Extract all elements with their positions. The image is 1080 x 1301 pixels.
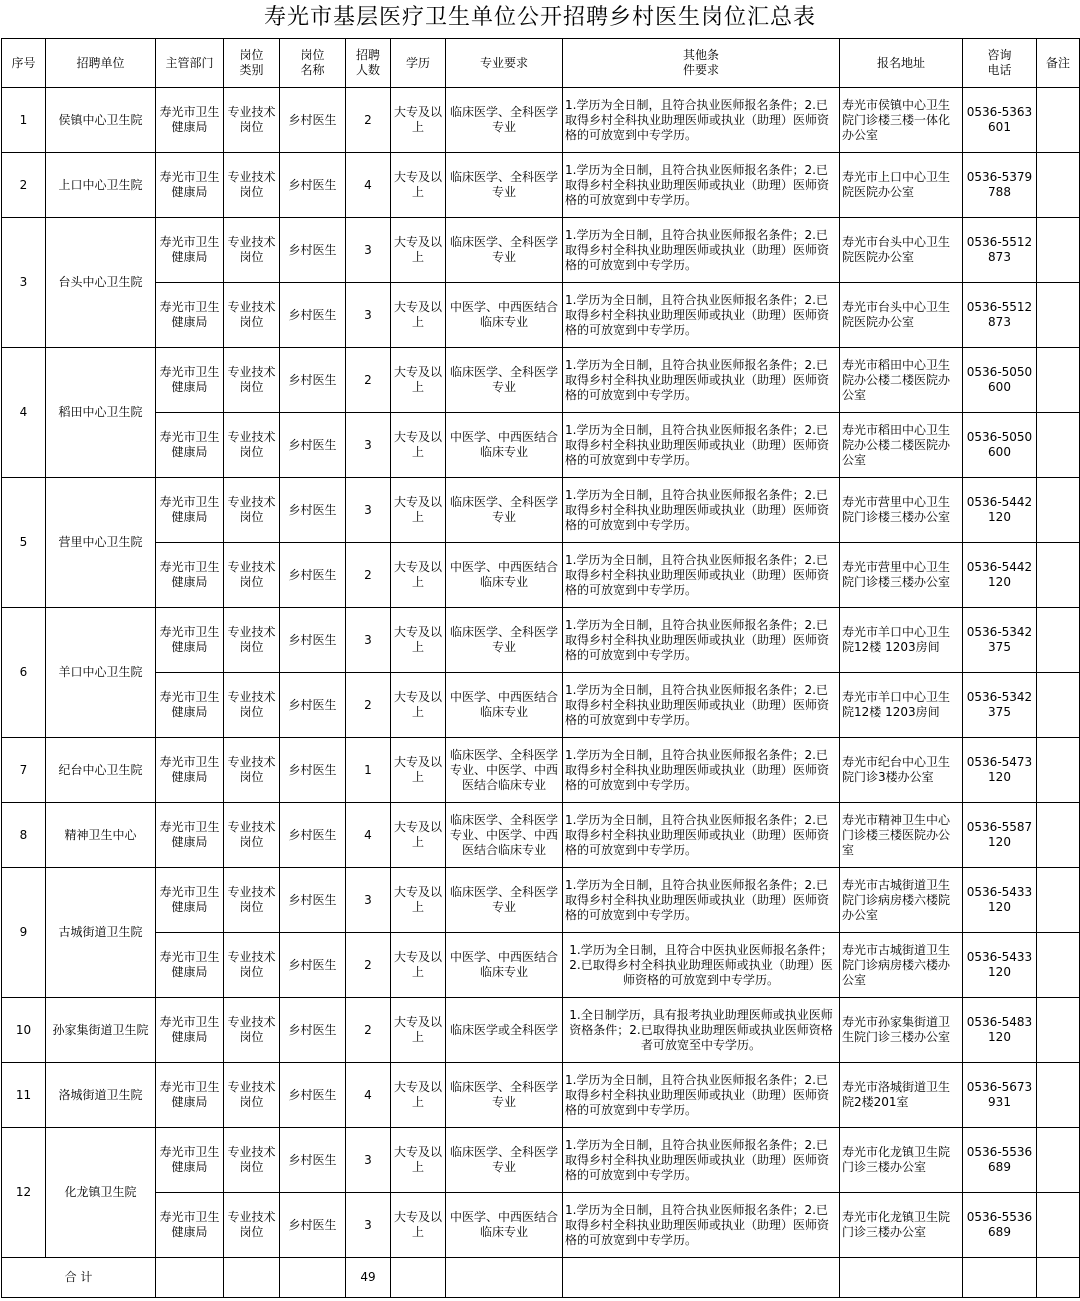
cell-dept: 寿光市卫生健康局 <box>156 1193 224 1258</box>
cell-post-name: 乡村医生 <box>280 933 346 998</box>
cell-address: 寿光市羊口中心卫生院12楼 1203房间 <box>840 608 963 673</box>
cell-major: 临床医学、全科医学专业 <box>446 153 563 218</box>
cell-edu: 大专及以上 <box>391 608 446 673</box>
cell-note <box>1037 933 1080 998</box>
cell-phone: 0536-5379788 <box>963 153 1037 218</box>
cell-post-type: 专业技术岗位 <box>224 283 280 348</box>
header-edu: 学历 <box>391 39 446 88</box>
cell-major: 中医学、中西医结合临床专业 <box>446 283 563 348</box>
cell-edu: 大专及以上 <box>391 1193 446 1258</box>
cell-seq: 2 <box>2 153 46 218</box>
table-row <box>2 933 1080 998</box>
cell-post-name: 乡村医生 <box>280 738 346 803</box>
cell-edu: 大专及以上 <box>391 413 446 478</box>
cell-count: 4 <box>346 153 391 218</box>
header-post-type: 岗位 类别 <box>224 39 280 88</box>
cell-count: 2 <box>346 933 391 998</box>
cell-other: 1.学历为全日制，且符合执业医师报名条件；2.已取得乡村全科执业助理医师或执业（助理）医师资格的可放宽到中专学历。 <box>563 608 840 673</box>
cell-count: 3 <box>346 868 391 933</box>
cell-post-name: 乡村医生 <box>280 348 346 413</box>
page-title: 寿光市基层医疗卫生单位公开招聘乡村医生岗位汇总表 <box>263 5 816 30</box>
cell-major: 临床医学、全科医学专业 <box>446 608 563 673</box>
cell-address: 寿光市营里中心卫生院门诊楼三楼办公室 <box>840 543 963 608</box>
cell-count: 3 <box>346 283 391 348</box>
cell-count: 3 <box>346 413 391 478</box>
total-empty-cell <box>446 1258 563 1298</box>
cell-major: 临床医学、全科医学专业、中医学、中西医结合临床专业 <box>446 803 563 868</box>
cell-seq: 6 <box>2 608 46 738</box>
cell-edu: 大专及以上 <box>391 478 446 543</box>
total-row <box>2 1258 1080 1298</box>
cell-seq: 10 <box>2 998 46 1063</box>
cell-edu: 大专及以上 <box>391 88 446 153</box>
cell-other: 1.学历为全日制，且符合执业医师报名条件；2.已取得乡村全科执业助理医师或执业（助理）医师资格的可放宽到中专学历。 <box>563 803 840 868</box>
cell-note <box>1037 413 1080 478</box>
cell-note <box>1037 218 1080 283</box>
cell-seq: 11 <box>2 1063 46 1128</box>
cell-note <box>1037 1128 1080 1193</box>
cell-post-name: 乡村医生 <box>280 608 346 673</box>
cell-other: 1.学历为全日制，且符合执业医师报名条件；2.已取得乡村全科执业助理医师或执业（助理）医师资格的可放宽到中专学历。 <box>563 88 840 153</box>
cell-dept: 寿光市卫生健康局 <box>156 543 224 608</box>
cell-count: 2 <box>346 673 391 738</box>
cell-post-name: 乡村医生 <box>280 218 346 283</box>
cell-note <box>1037 1063 1080 1128</box>
cell-address: 寿光市羊口中心卫生院12楼 1203房间 <box>840 673 963 738</box>
cell-address: 寿光市化龙镇卫生院门诊三楼办公室 <box>840 1128 963 1193</box>
cell-note <box>1037 868 1080 933</box>
header-post-name: 岗位 名称 <box>280 39 346 88</box>
header-note: 备注 <box>1037 39 1080 88</box>
cell-other: 1.学历为全日制，且符合执业医师报名条件；2.已取得乡村全科执业助理医师或执业（助理）医师资格的可放宽到中专学历。 <box>563 1128 840 1193</box>
table-row <box>2 608 1080 673</box>
cell-other: 1.学历为全日制，且符合执业医师报名条件；2.已取得乡村全科执业助理医师或执业（助理）医师资格的可放宽到中专学历。 <box>563 283 840 348</box>
cell-edu: 大专及以上 <box>391 738 446 803</box>
cell-post-type: 专业技术岗位 <box>224 608 280 673</box>
cell-other: 1.学历为全日制，且符合执业医师报名条件；2.已取得乡村全科执业助理医师或执业（助理）医师资格的可放宽到中专学历。 <box>563 543 840 608</box>
header-address: 报名地址 <box>840 39 963 88</box>
cell-phone: 0536-5473120 <box>963 738 1037 803</box>
cell-address: 寿光市稻田中心卫生院办公楼二楼医院办公室 <box>840 348 963 413</box>
cell-phone: 0536-5342375 <box>963 673 1037 738</box>
total-empty-cell <box>391 1258 446 1298</box>
total-empty-cell <box>963 1258 1037 1298</box>
cell-other: 1.学历为全日制，且符合中医执业医师报名条件；2.已取得乡村全科执业助理医师或执业（助理）医师资格的可放宽到中专学历。 <box>563 933 840 998</box>
cell-phone: 0536-5433120 <box>963 933 1037 998</box>
cell-phone: 0536-5342375 <box>963 608 1037 673</box>
cell-edu: 大专及以上 <box>391 153 446 218</box>
cell-post-type: 专业技术岗位 <box>224 413 280 478</box>
cell-post-type: 专业技术岗位 <box>224 998 280 1063</box>
cell-major: 临床医学、全科医学专业 <box>446 348 563 413</box>
cell-count: 3 <box>346 478 391 543</box>
cell-post-type: 专业技术岗位 <box>224 933 280 998</box>
cell-post-name: 乡村医生 <box>280 88 346 153</box>
recruitment-table <box>1 38 1080 1298</box>
cell-other: 1.全日制学历，具有报考执业助理医师或执业医师资格条件；2.已取得执业助理医师或执业医师资格者可放宽至中专学历。 <box>563 998 840 1063</box>
cell-major: 临床医学或全科医学 <box>446 998 563 1063</box>
cell-phone: 0536-5442120 <box>963 478 1037 543</box>
cell-phone: 0536-5587120 <box>963 803 1037 868</box>
cell-dept: 寿光市卫生健康局 <box>156 153 224 218</box>
cell-major: 临床医学、全科医学专业 <box>446 868 563 933</box>
cell-seq: 5 <box>2 478 46 608</box>
cell-dept: 寿光市卫生健康局 <box>156 218 224 283</box>
cell-edu: 大专及以上 <box>391 218 446 283</box>
header-major: 专业要求 <box>446 39 563 88</box>
cell-other: 1.学历为全日制，且符合执业医师报名条件；2.已取得乡村全科执业助理医师或执业（助理）医师资格的可放宽到中专学历。 <box>563 478 840 543</box>
cell-address: 寿光市侯镇中心卫生院门诊楼三楼一体化办公室 <box>840 88 963 153</box>
cell-unit: 侯镇中心卫生院 <box>46 88 156 153</box>
cell-note <box>1037 88 1080 153</box>
cell-major: 临床医学、全科医学专业 <box>446 478 563 543</box>
table-row <box>2 1193 1080 1258</box>
cell-note <box>1037 608 1080 673</box>
cell-post-type: 专业技术岗位 <box>224 1193 280 1258</box>
cell-major: 临床医学、全科医学专业 <box>446 1128 563 1193</box>
header-count: 招聘 人数 <box>346 39 391 88</box>
cell-edu: 大专及以上 <box>391 868 446 933</box>
header-seq: 序号 <box>2 39 46 88</box>
cell-unit: 化龙镇卫生院 <box>46 1128 156 1258</box>
cell-dept: 寿光市卫生健康局 <box>156 88 224 153</box>
cell-unit: 精神卫生中心 <box>46 803 156 868</box>
cell-other: 1.学历为全日制，且符合执业医师报名条件；2.已取得乡村全科执业助理医师或执业（助理）医师资格的可放宽到中专学历。 <box>563 868 840 933</box>
total-label: 合 计 <box>2 1258 156 1298</box>
cell-count: 2 <box>346 543 391 608</box>
cell-phone: 0536-5673931 <box>963 1063 1037 1128</box>
cell-major: 中医学、中西医结合临床专业 <box>446 933 563 998</box>
cell-major: 中医学、中西医结合临床专业 <box>446 673 563 738</box>
cell-dept: 寿光市卫生健康局 <box>156 803 224 868</box>
cell-post-name: 乡村医生 <box>280 543 346 608</box>
table-row <box>2 153 1080 218</box>
cell-edu: 大专及以上 <box>391 933 446 998</box>
cell-edu: 大专及以上 <box>391 673 446 738</box>
cell-post-type: 专业技术岗位 <box>224 478 280 543</box>
cell-count: 3 <box>346 1193 391 1258</box>
cell-post-type: 专业技术岗位 <box>224 543 280 608</box>
cell-unit: 孙家集街道卫生院 <box>46 998 156 1063</box>
cell-post-type: 专业技术岗位 <box>224 868 280 933</box>
total-empty-cell <box>280 1258 346 1298</box>
table-row <box>2 673 1080 738</box>
cell-unit: 纪台中心卫生院 <box>46 738 156 803</box>
cell-note <box>1037 153 1080 218</box>
table-row <box>2 413 1080 478</box>
cell-dept: 寿光市卫生健康局 <box>156 998 224 1063</box>
cell-other: 1.学历为全日制，且符合执业医师报名条件；2.已取得乡村全科执业助理医师或执业（助理）医师资格的可放宽到中专学历。 <box>563 673 840 738</box>
cell-other: 1.学历为全日制，且符合执业医师报名条件；2.已取得乡村全科执业助理医师或执业（助理）医师资格的可放宽到中专学历。 <box>563 1193 840 1258</box>
cell-phone: 0536-5442120 <box>963 543 1037 608</box>
cell-other: 1.学历为全日制，且符合执业医师报名条件；2.已取得乡村全科执业助理医师或执业（助理）医师资格的可放宽到中专学历。 <box>563 218 840 283</box>
cell-count: 3 <box>346 608 391 673</box>
cell-post-type: 专业技术岗位 <box>224 673 280 738</box>
cell-seq: 8 <box>2 803 46 868</box>
cell-unit: 台头中心卫生院 <box>46 218 156 348</box>
cell-dept: 寿光市卫生健康局 <box>156 413 224 478</box>
cell-address: 寿光市营里中心卫生院门诊楼三楼办公室 <box>840 478 963 543</box>
cell-post-type: 专业技术岗位 <box>224 88 280 153</box>
cell-count: 3 <box>346 1128 391 1193</box>
cell-phone: 0536-5536689 <box>963 1193 1037 1258</box>
cell-phone: 0536-5512873 <box>963 218 1037 283</box>
cell-count: 2 <box>346 998 391 1063</box>
cell-post-name: 乡村医生 <box>280 673 346 738</box>
cell-address: 寿光市上口中心卫生院医院办公室 <box>840 153 963 218</box>
cell-phone: 0536-5483120 <box>963 998 1037 1063</box>
cell-post-name: 乡村医生 <box>280 283 346 348</box>
cell-post-name: 乡村医生 <box>280 413 346 478</box>
cell-note <box>1037 543 1080 608</box>
cell-dept: 寿光市卫生健康局 <box>156 348 224 413</box>
cell-note <box>1037 348 1080 413</box>
cell-dept: 寿光市卫生健康局 <box>156 283 224 348</box>
cell-phone: 0536-5512873 <box>963 283 1037 348</box>
cell-dept: 寿光市卫生健康局 <box>156 673 224 738</box>
table-row <box>2 283 1080 348</box>
cell-count: 1 <box>346 738 391 803</box>
cell-dept: 寿光市卫生健康局 <box>156 1063 224 1128</box>
cell-note <box>1037 673 1080 738</box>
header-other: 其他条 件要求 <box>563 39 840 88</box>
cell-phone: 0536-5050600 <box>963 348 1037 413</box>
cell-seq: 1 <box>2 88 46 153</box>
cell-post-type: 专业技术岗位 <box>224 738 280 803</box>
cell-post-type: 专业技术岗位 <box>224 348 280 413</box>
cell-post-name: 乡村医生 <box>280 1193 346 1258</box>
total-empty-cell <box>563 1258 840 1298</box>
cell-address: 寿光市洛城街道卫生院2楼201室 <box>840 1063 963 1128</box>
cell-post-type: 专业技术岗位 <box>224 1128 280 1193</box>
table-row <box>2 348 1080 413</box>
cell-dept: 寿光市卫生健康局 <box>156 1128 224 1193</box>
cell-seq: 3 <box>2 218 46 348</box>
total-empty-cell <box>224 1258 280 1298</box>
cell-unit: 营里中心卫生院 <box>46 478 156 608</box>
total-empty-cell <box>1037 1258 1080 1298</box>
header-unit: 招聘单位 <box>46 39 156 88</box>
cell-unit: 上口中心卫生院 <box>46 153 156 218</box>
cell-edu: 大专及以上 <box>391 1128 446 1193</box>
cell-count: 2 <box>346 348 391 413</box>
cell-seq: 7 <box>2 738 46 803</box>
cell-post-name: 乡村医生 <box>280 803 346 868</box>
cell-post-type: 专业技术岗位 <box>224 1063 280 1128</box>
cell-dept: 寿光市卫生健康局 <box>156 868 224 933</box>
cell-major: 临床医学、全科医学专业 <box>446 1063 563 1128</box>
table-row <box>2 868 1080 933</box>
cell-edu: 大专及以上 <box>391 1063 446 1128</box>
cell-address: 寿光市台头中心卫生院医院办公室 <box>840 283 963 348</box>
cell-phone: 0536-5536689 <box>963 1128 1037 1193</box>
cell-other: 1.学历为全日制，且符合执业医师报名条件；2.已取得乡村全科执业助理医师或执业（助理）医师资格的可放宽到中专学历。 <box>563 738 840 803</box>
cell-post-name: 乡村医生 <box>280 1128 346 1193</box>
cell-note <box>1037 738 1080 803</box>
table-row <box>2 1128 1080 1193</box>
cell-dept: 寿光市卫生健康局 <box>156 478 224 543</box>
cell-dept: 寿光市卫生健康局 <box>156 608 224 673</box>
cell-address: 寿光市纪台中心卫生院门诊3楼办公室 <box>840 738 963 803</box>
cell-seq: 4 <box>2 348 46 478</box>
cell-unit: 稻田中心卫生院 <box>46 348 156 478</box>
cell-unit: 古城街道卫生院 <box>46 868 156 998</box>
cell-phone: 0536-5050600 <box>963 413 1037 478</box>
cell-address: 寿光市台头中心卫生院医院办公室 <box>840 218 963 283</box>
table-row <box>2 218 1080 283</box>
cell-note <box>1037 803 1080 868</box>
table-row <box>2 738 1080 803</box>
cell-count: 2 <box>346 88 391 153</box>
cell-unit: 羊口中心卫生院 <box>46 608 156 738</box>
cell-major: 临床医学、全科医学专业 <box>446 88 563 153</box>
cell-address: 寿光市精神卫生中心门诊楼三楼医院办公室 <box>840 803 963 868</box>
cell-other: 1.学历为全日制，且符合执业医师报名条件；2.已取得乡村全科执业助理医师或执业（助理）医师资格的可放宽到中专学历。 <box>563 153 840 218</box>
cell-phone: 0536-5363601 <box>963 88 1037 153</box>
cell-note <box>1037 998 1080 1063</box>
cell-address: 寿光市化龙镇卫生院门诊三楼办公室 <box>840 1193 963 1258</box>
cell-edu: 大专及以上 <box>391 998 446 1063</box>
header-phone: 咨询 电话 <box>963 39 1037 88</box>
table-row <box>2 543 1080 608</box>
cell-count: 4 <box>346 803 391 868</box>
cell-post-type: 专业技术岗位 <box>224 803 280 868</box>
header-row <box>2 39 1080 88</box>
cell-edu: 大专及以上 <box>391 543 446 608</box>
cell-note <box>1037 283 1080 348</box>
cell-dept: 寿光市卫生健康局 <box>156 738 224 803</box>
cell-address: 寿光市古城街道卫生院门诊病房楼六楼办公室 <box>840 933 963 998</box>
cell-post-name: 乡村医生 <box>280 998 346 1063</box>
cell-edu: 大专及以上 <box>391 348 446 413</box>
table-row <box>2 803 1080 868</box>
total-empty-cell <box>156 1258 224 1298</box>
table-row <box>2 88 1080 153</box>
cell-note <box>1037 1193 1080 1258</box>
cell-other: 1.学历为全日制，且符合执业医师报名条件；2.已取得乡村全科执业助理医师或执业（助理）医师资格的可放宽到中专学历。 <box>563 348 840 413</box>
cell-post-name: 乡村医生 <box>280 478 346 543</box>
cell-post-name: 乡村医生 <box>280 868 346 933</box>
cell-count: 4 <box>346 1063 391 1128</box>
total-empty-cell <box>840 1258 963 1298</box>
table-row <box>2 998 1080 1063</box>
cell-other: 1.学历为全日制，且符合执业医师报名条件；2.已取得乡村全科执业助理医师或执业（助理）医师资格的可放宽到中专学历。 <box>563 413 840 478</box>
cell-major: 临床医学、全科医学专业 <box>446 218 563 283</box>
cell-phone: 0536-5433120 <box>963 868 1037 933</box>
cell-address: 寿光市古城街道卫生院门诊病房楼六楼院办公室 <box>840 868 963 933</box>
table-body <box>2 88 1080 1298</box>
cell-post-type: 专业技术岗位 <box>224 153 280 218</box>
cell-edu: 大专及以上 <box>391 803 446 868</box>
cell-other: 1.学历为全日制，且符合执业医师报名条件；2.已取得乡村全科执业助理医师或执业（助理）医师资格的可放宽到中专学历。 <box>563 1063 840 1128</box>
cell-major: 中医学、中西医结合临床专业 <box>446 413 563 478</box>
total-count: 49 <box>346 1258 391 1298</box>
cell-seq: 9 <box>2 868 46 998</box>
cell-address: 寿光市稻田中心卫生院办公楼二楼医院办公室 <box>840 413 963 478</box>
cell-edu: 大专及以上 <box>391 283 446 348</box>
cell-major: 中医学、中西医结合临床专业 <box>446 1193 563 1258</box>
cell-count: 3 <box>346 218 391 283</box>
cell-major: 中医学、中西医结合临床专业 <box>446 543 563 608</box>
cell-major: 临床医学、全科医学专业、中医学、中西医结合临床专业 <box>446 738 563 803</box>
cell-post-type: 专业技术岗位 <box>224 218 280 283</box>
table-row <box>2 1063 1080 1128</box>
cell-post-name: 乡村医生 <box>280 1063 346 1128</box>
cell-post-name: 乡村医生 <box>280 153 346 218</box>
table-row <box>2 478 1080 543</box>
header-dept: 主管部门 <box>156 39 224 88</box>
cell-note <box>1037 478 1080 543</box>
cell-address: 寿光市孙家集街道卫生院门诊三楼办公室 <box>840 998 963 1063</box>
cell-seq: 12 <box>2 1128 46 1258</box>
cell-dept: 寿光市卫生健康局 <box>156 933 224 998</box>
cell-unit: 洛城街道卫生院 <box>46 1063 156 1128</box>
